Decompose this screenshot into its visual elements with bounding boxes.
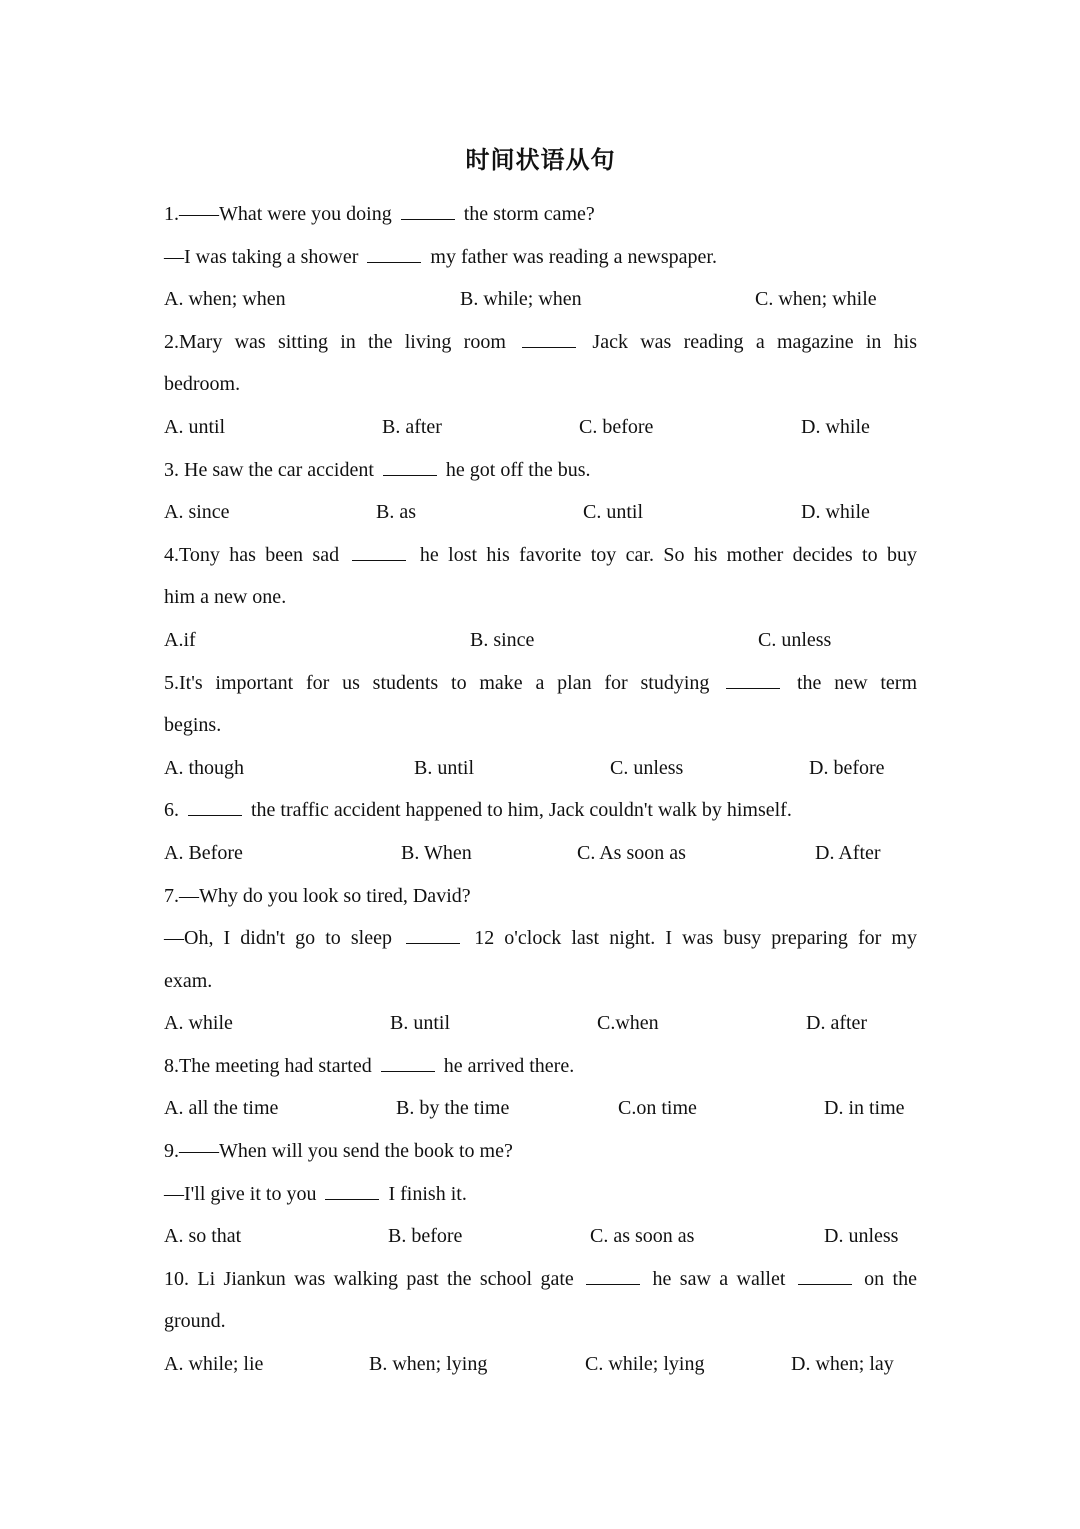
question-text-line [164, 1300, 917, 1343]
answer-blank [367, 261, 421, 263]
question-text: the storm came? [458, 203, 595, 225]
answer-option: C.when [597, 1012, 659, 1035]
option-row [164, 832, 917, 875]
option-row [164, 619, 917, 662]
answer-blank [352, 559, 406, 561]
option-row [164, 491, 917, 534]
answer-option: A. while [164, 1012, 233, 1035]
question-text: 6. [164, 799, 184, 822]
question-text: he lost his favorite toy car. So his mother decides to buy [410, 543, 917, 566]
question-text-line [164, 704, 917, 747]
answer-blank [586, 1283, 640, 1285]
question-text: 4.Tony has been sad [164, 543, 349, 566]
answer-blank [726, 687, 780, 689]
question-text-line [164, 1045, 917, 1088]
question-text-line [164, 875, 917, 918]
answer-option: A. when; when [164, 288, 286, 311]
question-8 [164, 1045, 917, 1130]
question-text: he saw a wallet [644, 1267, 794, 1290]
question-text: begins. [164, 714, 222, 737]
question-text: 12 o'clock last night. I was busy preparing for my [464, 927, 917, 950]
question-text: 8.The meeting had started [164, 1054, 377, 1077]
answer-option: A. until [164, 415, 226, 438]
option-row [164, 1002, 917, 1045]
question-1 [164, 193, 917, 321]
answer-option: D. while [801, 415, 870, 438]
question-text: 7.—Why do you look so tired, David? [164, 884, 471, 907]
question-text: 3. He saw the car accident [164, 458, 379, 481]
question-text-line [164, 789, 917, 832]
answer-option: C. when; while [755, 288, 877, 311]
question-text: ground. [164, 1310, 226, 1333]
answer-option: C.on time [618, 1097, 697, 1120]
question-text: my father was reading a newspaper. [425, 245, 717, 268]
question-text: —I was taking a shower [164, 245, 364, 268]
question-text-line [164, 1258, 917, 1301]
question-text: 1.——What were you doing [164, 203, 397, 225]
question-text: 2.Mary was sitting in the living room [164, 330, 519, 353]
option-row [164, 1215, 917, 1258]
question-3 [164, 449, 917, 534]
answer-option: A.if [164, 628, 196, 651]
question-text-line [164, 1130, 917, 1173]
answer-option: B. since [470, 628, 535, 651]
question-text: him a new one. [164, 586, 287, 609]
option-row [164, 1087, 917, 1130]
answer-blank [383, 474, 437, 476]
answer-option: A. while; lie [164, 1353, 264, 1376]
answer-option: B. as [376, 501, 416, 524]
question-text: I finish it. [383, 1182, 467, 1205]
question-text: exam. [164, 969, 213, 992]
answer-option: C. while; lying [585, 1353, 705, 1376]
answer-option: D. before [809, 756, 885, 779]
question-text: —Oh, I didn't go to sleep [164, 927, 403, 950]
answer-option: B. until [414, 756, 475, 779]
question-text: Jack was reading a magazine in his [580, 330, 917, 353]
answer-option: D. when; lay [791, 1353, 894, 1376]
question-7 [164, 875, 917, 1045]
question-text-line [164, 662, 917, 705]
answer-option: C. until [583, 501, 644, 524]
option-row [164, 747, 917, 790]
question-text-line [164, 363, 917, 406]
answer-option: B. before [388, 1225, 463, 1248]
question-text: 5.It's important for us students to make a plan for studying [164, 671, 723, 694]
option-row [164, 1343, 917, 1386]
answer-option: A. since [164, 501, 230, 524]
option-row [164, 406, 917, 449]
answer-option: B. by the time [396, 1097, 510, 1120]
question-text-line [164, 960, 917, 1003]
answer-option: C. unless [758, 628, 832, 651]
question-2 [164, 321, 917, 449]
question-text: the traffic accident happened to him, Jack couldn't walk by himself. [246, 799, 792, 822]
question-text: —I'll give it to you [164, 1182, 322, 1205]
question-4 [164, 534, 917, 662]
answer-option: A. all the time [164, 1097, 279, 1120]
question-text: 9.——When will you send the book to me? [164, 1140, 513, 1163]
worksheet-page [164, 142, 917, 1386]
answer-option: D. while [801, 501, 870, 524]
answer-option: D. in time [824, 1097, 905, 1120]
answer-option: B. after [382, 415, 442, 438]
answer-option: B. until [390, 1012, 451, 1035]
question-text: 10. Li Jiankun was walking past the school gate [164, 1267, 583, 1290]
answer-option: C. As soon as [577, 841, 686, 864]
answer-option: C. as soon as [590, 1225, 695, 1248]
question-text: bedroom. [164, 373, 241, 396]
question-text-line [164, 576, 917, 619]
answer-blank [401, 218, 455, 220]
question-10 [164, 1258, 917, 1386]
answer-option: C. before [579, 415, 654, 438]
question-text: he got off the bus. [440, 458, 591, 481]
answer-option: D. unless [824, 1225, 899, 1248]
answer-option: A. so that [164, 1225, 242, 1248]
answer-blank [522, 346, 576, 348]
page-title: 时间状语从句 [465, 146, 616, 174]
answer-blank [325, 1198, 379, 1200]
question-5 [164, 662, 917, 790]
answer-blank [188, 814, 242, 816]
answer-option: B. when; lying [369, 1353, 488, 1376]
question-text-line [164, 534, 917, 577]
question-text: he arrived there. [438, 1054, 575, 1077]
option-row [164, 278, 917, 321]
answer-option: B. while; when [460, 288, 582, 311]
question-text: the new term [784, 671, 918, 694]
question-list [164, 193, 917, 1386]
answer-option: D. After [815, 841, 881, 864]
question-text-line [164, 193, 917, 236]
answer-blank [406, 942, 460, 944]
question-text-line [164, 236, 917, 279]
answer-option: D. after [806, 1012, 868, 1035]
question-text-line [164, 917, 917, 960]
answer-blank [798, 1283, 852, 1285]
question-text-line [164, 1173, 917, 1216]
answer-option: A. though [164, 756, 244, 779]
question-6 [164, 789, 917, 874]
question-9 [164, 1130, 917, 1258]
answer-option: A. Before [164, 841, 243, 864]
answer-option: B. When [401, 841, 472, 864]
question-text-line [164, 449, 917, 492]
question-text: on the [855, 1267, 917, 1290]
answer-option: C. unless [610, 756, 684, 779]
answer-blank [381, 1070, 435, 1072]
question-text-line [164, 321, 917, 364]
